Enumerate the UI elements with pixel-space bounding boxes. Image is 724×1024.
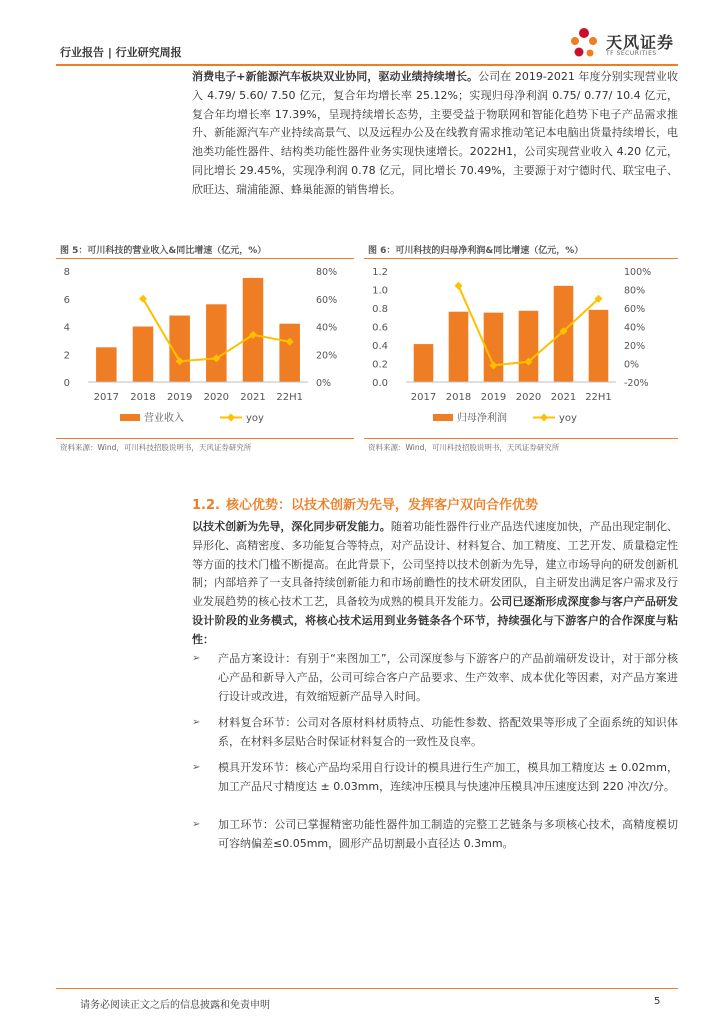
figure5-bottom-rule <box>56 438 354 439</box>
arrow-bullet-icon: ➢ <box>192 819 201 830</box>
bullet-text: 产品方案设计：有别于“来图加工”，公司深度参与下游客户的产品前端研发设计，对于部分核心产品和新导入产品，公司可综合客户产品要求、生产效率、成本优化等因素，对产品方案进行设计或改进，有效缩短新产品导入时间。 <box>218 652 678 703</box>
legend-label-line: yoy <box>246 413 264 424</box>
bar <box>589 310 609 382</box>
legend-swatch-bar <box>433 414 453 421</box>
core-lead: 以技术创新为先导，深化同步研发能力。 <box>192 520 391 533</box>
y-right-tick-label: 60% <box>624 304 646 315</box>
figure6-top-rule <box>364 258 678 259</box>
logo-text: 天风证券 <box>606 33 675 52</box>
bullet-item <box>192 816 678 854</box>
y-right-tick-label: 40% <box>316 322 338 334</box>
bar <box>449 312 469 382</box>
footer-disclaimer: 请务必阅读正文之后的信息披露和免责申明 <box>80 1000 270 1011</box>
x-tick-label: 2020 <box>203 392 230 403</box>
legend-swatch-marker <box>540 414 548 422</box>
intro-paragraph <box>192 68 678 200</box>
bullet-item <box>192 714 678 752</box>
y-left-tick-label: 4 <box>63 322 70 334</box>
x-tick-label: 22H1 <box>276 392 303 403</box>
intro-lead: 消费电子+新能源汽车板块双业协同，驱动业绩持续增长。 <box>192 70 479 83</box>
x-tick-label: 2021 <box>240 392 266 403</box>
intro-text: 公司在 2019-2021 年度分别实现营业收入 4.79/ 5.60/ 7.50 亿元，复合年均增长率 25.12%；实现归母净利润 0.75/ 0.77/ 10.4 亿元，复合年均增长率 17.39%，呈现持续增长态势，主要受益于物联网和智能化趋势下电子产品需求推升、新能源汽车产业持续高景气、以及远程办公及在线教育需求推动笔记本电脑出货量持续增长，电池类功能性器件、结构类功能性器件业务实现快速增长。2022H1，公司实现营业收入 4.20 亿元，同比增长 29.45%，实现净利润 0.78 亿元，同比增长 70.49%，主要源于对宁德时代、联宝电子、欣旺达、瑞浦能源、蜂巢能源的销售增长。 <box>192 70 679 196</box>
x-tick-label: 2019 <box>166 392 193 403</box>
y-right-tick-label: 20% <box>624 341 646 352</box>
bar <box>133 327 154 383</box>
y-right-tick-label: 0% <box>624 359 640 371</box>
y-left-tick-label: 0.0 <box>372 378 388 389</box>
x-tick-label: 2017 <box>410 392 437 403</box>
legend-swatch-bar <box>120 414 140 421</box>
bar <box>206 304 227 382</box>
y-right-tick-label: 80% <box>316 267 338 278</box>
figure6-title: 图 6：可川科技的归母净利润&同比增速（亿元，%） <box>368 246 584 256</box>
y-right-tick-label: 80% <box>624 285 646 297</box>
y-left-tick-label: 1.0 <box>372 285 388 297</box>
arrow-bullet-icon: ➢ <box>192 762 201 773</box>
bar <box>519 311 539 382</box>
logo-icon <box>566 26 602 62</box>
bullet-item <box>192 759 678 797</box>
section-title: 核心优势：以技术创新为先导，发挥客户双向合作优势 <box>225 498 538 513</box>
bar <box>279 324 300 382</box>
bar <box>96 347 117 382</box>
y-right-tick-label: 0% <box>316 378 332 389</box>
y-right-tick-label: 100% <box>624 267 652 278</box>
footer-divider <box>56 988 678 989</box>
x-tick-label: 2020 <box>515 392 542 403</box>
y-left-tick-label: 0.4 <box>372 341 388 352</box>
core-text: 随着功能性器件行业产品迭代速度加快，产品出现定制化、异形化、高精密度、多功能复合等特点，对产品设计、材料复合、加工精度、工艺开发、质量稳定性等方面的技术门槛不断提高。在此背景下，公司坚持以技术创新为先导，建立市场导向的研发创新机制；内部培养了一支具备持续创新能力和市场前瞻性的技术研发团队，自主研发出满足客户需求及行业发展趋势的核心技术工艺，具备较为成熟的模具开发能力。 <box>192 520 679 609</box>
brand-logo <box>566 26 678 62</box>
y-left-tick-label: 0 <box>63 378 70 389</box>
legend-label-bar: 归母净利润 <box>457 413 507 424</box>
bullet-text: 材料复合环节：公司对各原材料材质特点、功能性参数、搭配效果等形成了全面系统的知识体系，在材料多层贴合时保证材料复合的一致性及良率。 <box>218 716 678 748</box>
figure6-bottom-rule <box>364 438 678 439</box>
legend-label-line: yoy <box>559 413 577 424</box>
figure5-chart <box>56 260 354 438</box>
core-tail: 公司已逐渐形成深度参与客户产品研发设计阶段的业务模式，将核心技术运用到业务链条各个环节，持续强化与下游客户的合作深度与粘性： <box>192 595 679 646</box>
y-right-tick-label: 60% <box>316 294 338 306</box>
y-left-tick-label: 0.8 <box>372 304 388 315</box>
arrow-bullet-icon: ➢ <box>192 717 201 728</box>
figure5-source: 资料来源：Wind，可川科技招股说明书，天风证券研究所 <box>60 443 252 452</box>
logo-subtext: TF SECURITIES <box>606 50 657 57</box>
section-heading <box>192 494 544 513</box>
core-paragraph <box>192 518 678 650</box>
figure5-title: 图 5：可川科技的营业收入&同比增速（亿元，%） <box>60 246 267 256</box>
y-left-tick-label: 6 <box>63 294 70 306</box>
figure6-chart <box>364 260 678 438</box>
yoy-point <box>455 282 463 290</box>
page-number: 5 <box>654 996 661 1007</box>
legend-swatch-marker <box>227 414 235 422</box>
bar <box>414 344 434 382</box>
y-left-tick-label: 1.2 <box>372 267 388 278</box>
report-type-header: 行业报告 | 行业研究周报 <box>60 46 182 59</box>
y-right-tick-label: -20% <box>624 378 649 389</box>
arrow-bullet-icon: ➢ <box>192 653 201 664</box>
x-tick-label: 22H1 <box>585 392 612 403</box>
y-left-tick-label: 0.6 <box>372 322 388 334</box>
y-right-tick-label: 20% <box>316 350 338 362</box>
header-divider <box>56 64 678 66</box>
figure5-top-rule <box>56 258 354 259</box>
bar <box>243 278 264 382</box>
x-tick-label: 2017 <box>93 392 120 403</box>
bullet-text: 模具开发环节：核心产品均采用自行设计的模具进行生产加工，模具加工精度达 ± 0.02mm，加工产品尺寸精度达 ± 0.03mm，连续冲压模具与快速冲压模具冲压速度达到 220 冲次/分。 <box>218 761 678 793</box>
legend-label-bar: 营业收入 <box>144 413 184 424</box>
x-tick-label: 2019 <box>480 392 507 403</box>
y-left-tick-label: 8 <box>63 267 70 278</box>
bullet-item <box>192 650 678 706</box>
y-left-tick-label: 2 <box>63 350 70 362</box>
section-number: 1.2. <box>192 498 220 513</box>
x-tick-label: 2018 <box>445 392 472 403</box>
bullet-text: 加工环节：公司已掌握精密功能性器件加工制造的完整工艺链条与多项核心技术，高精度模切可容纳偏差≤0.05mm，圆形产品切割最小直径达 0.3mm。 <box>218 818 678 850</box>
x-tick-label: 2018 <box>130 392 156 403</box>
figure6-source: 资料来源：Wind，可川科技招股说明书，天风证券研究所 <box>368 443 560 452</box>
x-tick-label: 2021 <box>550 392 577 403</box>
y-right-tick-label: 40% <box>624 322 646 334</box>
y-left-tick-label: 0.2 <box>372 359 388 371</box>
